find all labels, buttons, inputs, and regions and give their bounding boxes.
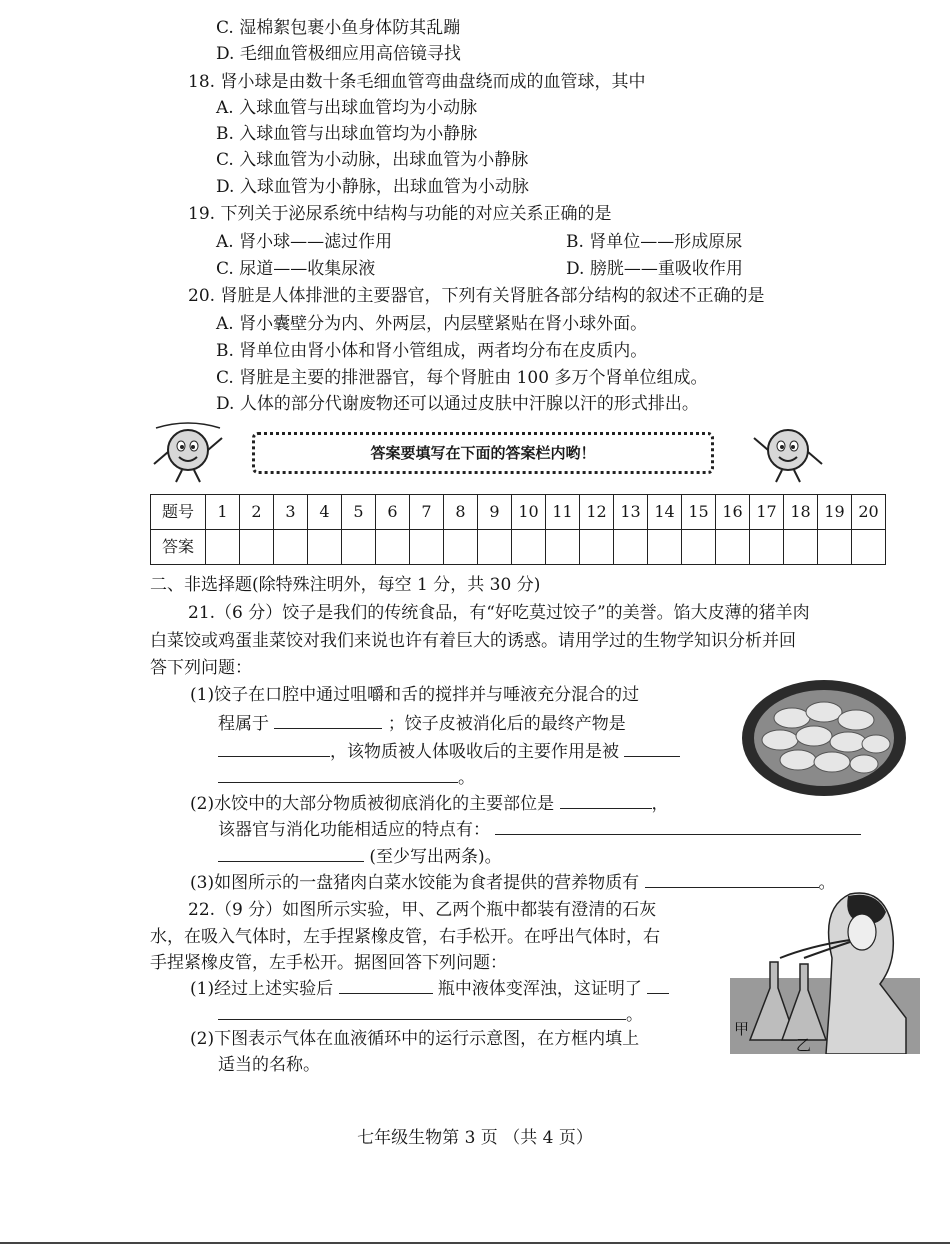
q21-part1-end: 。 bbox=[458, 768, 475, 788]
q21-part2-text-c: (至少写出两条)。 bbox=[369, 847, 502, 867]
q19-stem: 19. 下列关于泌尿系统中结构与功能的对应关系正确的是 bbox=[188, 204, 612, 224]
question-number-cell: 4 bbox=[308, 495, 342, 530]
flask-label-yi: 乙 bbox=[796, 1036, 812, 1054]
q21-part2-line1 bbox=[190, 790, 669, 817]
answer-cell[interactable] bbox=[240, 530, 274, 565]
answer-cell[interactable] bbox=[580, 530, 614, 565]
answer-cell[interactable] bbox=[750, 530, 784, 565]
q21-part1-text-b: ；饺子皮被消化后的最终产物是 bbox=[387, 714, 626, 734]
mascot-right-icon bbox=[746, 420, 828, 486]
q20-option-c: C. 肾脏是主要的排泄器官，每个肾脏由 100 多万个肾单位组成。 bbox=[216, 368, 708, 388]
q21-part1-text-c: ，该物质被人体吸收后的主要作用是被 bbox=[330, 742, 619, 762]
question-number-cell: 17 bbox=[750, 495, 784, 530]
flask-label-jia: 甲 bbox=[734, 1020, 750, 1038]
q22-part1-text-a: (1)经过上述实验后 bbox=[190, 979, 334, 999]
q21-part2-line3 bbox=[218, 843, 502, 870]
question-number-cell: 11 bbox=[546, 495, 580, 530]
answer-cell[interactable] bbox=[784, 530, 818, 565]
answer-row-header: 答案 bbox=[151, 530, 206, 565]
main-function-blank-a[interactable] bbox=[624, 738, 680, 757]
q20-option-d: D. 人体的部分代谢废物还可以通过皮肤中汗腺以汗的形式排出。 bbox=[216, 394, 699, 414]
number-row-header: 题号 bbox=[151, 495, 206, 530]
q18-option-b: B. 入球血管与出球血管均为小静脉 bbox=[216, 124, 478, 144]
q18-stem: 18. 肾小球是由数十条毛细血管弯曲盘绕而成的血管球，其中 bbox=[188, 72, 646, 92]
q21-part1-text-a: 程属于 bbox=[218, 714, 269, 734]
q21-part2-text-b: 该器官与消化功能相适应的特点有： bbox=[218, 820, 490, 840]
answer-cell[interactable] bbox=[308, 530, 342, 565]
q22-part1-line1 bbox=[190, 975, 669, 1002]
q22-part2-line2: 适当的名称。 bbox=[218, 1055, 320, 1075]
q22-part1-line2 bbox=[218, 1001, 643, 1028]
question-number-cell: 5 bbox=[342, 495, 376, 530]
answer-cell[interactable] bbox=[444, 530, 478, 565]
q18-option-c: C. 入球血管为小动脉，出球血管为小静脉 bbox=[216, 150, 529, 170]
q21-part1-line4 bbox=[218, 764, 475, 791]
answer-table-answer-row bbox=[151, 530, 886, 565]
question-number-cell: 20 bbox=[852, 495, 886, 530]
question-number-cell: 13 bbox=[614, 495, 648, 530]
answer-cell[interactable] bbox=[614, 530, 648, 565]
q19-option-b: B. 肾单位——形成原尿 bbox=[566, 232, 743, 252]
q22-part2-line1: (2)下图表示气体在血液循环中的运行示意图，在方框内填上 bbox=[190, 1029, 640, 1049]
answer-cell[interactable] bbox=[818, 530, 852, 565]
q17-option-c: C. 湿棉絮包裹小鱼身体防其乱蹦 bbox=[216, 18, 461, 38]
nutrients-blank[interactable] bbox=[645, 869, 819, 888]
q19-option-a: A. 肾小球——滤过作用 bbox=[216, 232, 393, 252]
q21-intro-line3: 答下列问题： bbox=[150, 658, 252, 678]
q21-intro-line1: 21.（6 分）饺子是我们的传统食品，有“好吃莫过饺子”的美誉。馅大皮薄的猪羊肉 bbox=[188, 603, 810, 623]
q22-part1-text-b: 瓶中液体变浑浊，这证明了 bbox=[437, 979, 642, 999]
answer-cell[interactable] bbox=[274, 530, 308, 565]
flask-name-blank[interactable] bbox=[339, 975, 433, 994]
question-number-cell: 9 bbox=[478, 495, 512, 530]
q21-part1-line3 bbox=[218, 738, 680, 765]
question-number-cell: 1 bbox=[206, 495, 240, 530]
question-number-cell: 3 bbox=[274, 495, 308, 530]
answer-banner: 答案要填写在下面的答案栏内哟！ bbox=[252, 432, 714, 474]
answer-cell[interactable] bbox=[478, 530, 512, 565]
q21-part3-end: 。 bbox=[818, 873, 836, 893]
final-product-blank[interactable] bbox=[218, 738, 330, 757]
digestion-organ-blank[interactable] bbox=[560, 790, 652, 809]
answer-cell[interactable] bbox=[206, 530, 240, 565]
question-number-cell: 2 bbox=[240, 495, 274, 530]
q19-option-d: D. 膀胱——重吸收作用 bbox=[566, 259, 743, 279]
answer-cell[interactable] bbox=[716, 530, 750, 565]
question-number-cell: 14 bbox=[648, 495, 682, 530]
answer-table bbox=[150, 494, 886, 565]
q22-part1-end: 。 bbox=[626, 1005, 643, 1025]
organ-features-blank-a[interactable] bbox=[495, 816, 861, 835]
q18-option-d: D. 入球血管为小静脉，出球血管为小动脉 bbox=[216, 177, 529, 197]
question-number-cell: 15 bbox=[682, 495, 716, 530]
bottom-rule bbox=[0, 1242, 950, 1244]
answer-cell[interactable] bbox=[682, 530, 716, 565]
answer-cell[interactable] bbox=[546, 530, 580, 565]
conclusion-blank-b[interactable] bbox=[218, 1001, 626, 1020]
q21-part3-text: (3)如图所示的一盘猪肉白菜水饺能为食者提供的营养物质有 bbox=[190, 873, 640, 893]
q19-option-c: C. 尿道——收集尿液 bbox=[216, 259, 376, 279]
q21-intro-line2: 白菜饺或鸡蛋韭菜饺对我们来说也许有着巨大的诱惑。请用学过的生物学知识分析并回 bbox=[150, 631, 796, 651]
question-number-cell: 10 bbox=[512, 495, 546, 530]
digestion-type-blank[interactable] bbox=[274, 710, 382, 729]
q21-part2-comma: ， bbox=[651, 794, 669, 814]
q22-intro-line3: 手捏紧橡皮管，左手松开。据图回答下列问题： bbox=[150, 953, 507, 973]
q21-part2-line2 bbox=[218, 816, 861, 843]
answer-cell[interactable] bbox=[342, 530, 376, 565]
question-number-cell: 7 bbox=[410, 495, 444, 530]
answer-cell[interactable] bbox=[376, 530, 410, 565]
q20-option-b: B. 肾单位由肾小体和肾小管组成，两者均分布在皮质内。 bbox=[216, 341, 648, 361]
page-footer: 七年级生物第 3 页 （共 4 页） bbox=[357, 1128, 593, 1148]
answer-cell[interactable] bbox=[852, 530, 886, 565]
question-number-cell: 19 bbox=[818, 495, 852, 530]
q21-part1-line1: (1)饺子在口腔中通过咀嚼和舌的搅拌并与唾液充分混合的过 bbox=[190, 685, 640, 705]
mascot-left-icon bbox=[148, 420, 230, 486]
q22-intro-line1: 22.（9 分）如图所示实验，甲、乙两个瓶中都装有澄清的石灰 bbox=[188, 900, 657, 920]
q20-option-a: A. 肾小囊壁分为内、外两层，内层壁紧贴在肾小球外面。 bbox=[216, 314, 648, 334]
question-number-cell: 8 bbox=[444, 495, 478, 530]
question-number-cell: 12 bbox=[580, 495, 614, 530]
organ-features-blank-b[interactable] bbox=[218, 843, 364, 862]
q22-intro-line2: 水，在吸入气体时，左手捏紧橡皮管，右手松开。在呼出气体时，右 bbox=[150, 927, 660, 947]
q21-part1-line2 bbox=[218, 710, 626, 737]
main-function-blank-b[interactable] bbox=[218, 764, 458, 783]
answer-cell[interactable] bbox=[512, 530, 546, 565]
q20-stem: 20. 肾脏是人体排泄的主要器官，下列有关肾脏各部分结构的叙述不正确的是 bbox=[188, 286, 765, 306]
question-number-cell: 6 bbox=[376, 495, 410, 530]
q18-option-a: A. 入球血管与出球血管均为小动脉 bbox=[216, 98, 478, 118]
section2-title: 二、非选择题(除特殊注明外，每空 1 分，共 30 分) bbox=[150, 575, 541, 595]
dumplings-plate-image bbox=[740, 676, 908, 800]
answer-cell[interactable] bbox=[648, 530, 682, 565]
question-number-cell: 18 bbox=[784, 495, 818, 530]
q21-part2-text-a: (2)水饺中的大部分物质被彻底消化的主要部位是 bbox=[190, 794, 555, 814]
question-number-cell: 16 bbox=[716, 495, 750, 530]
answer-cell[interactable] bbox=[410, 530, 444, 565]
conclusion-blank-a[interactable] bbox=[647, 975, 669, 994]
breathing-experiment-image bbox=[730, 888, 920, 1054]
q17-option-d: D. 毛细血管极细应用高倍镜寻找 bbox=[216, 44, 461, 64]
answer-table-number-row bbox=[151, 495, 886, 530]
